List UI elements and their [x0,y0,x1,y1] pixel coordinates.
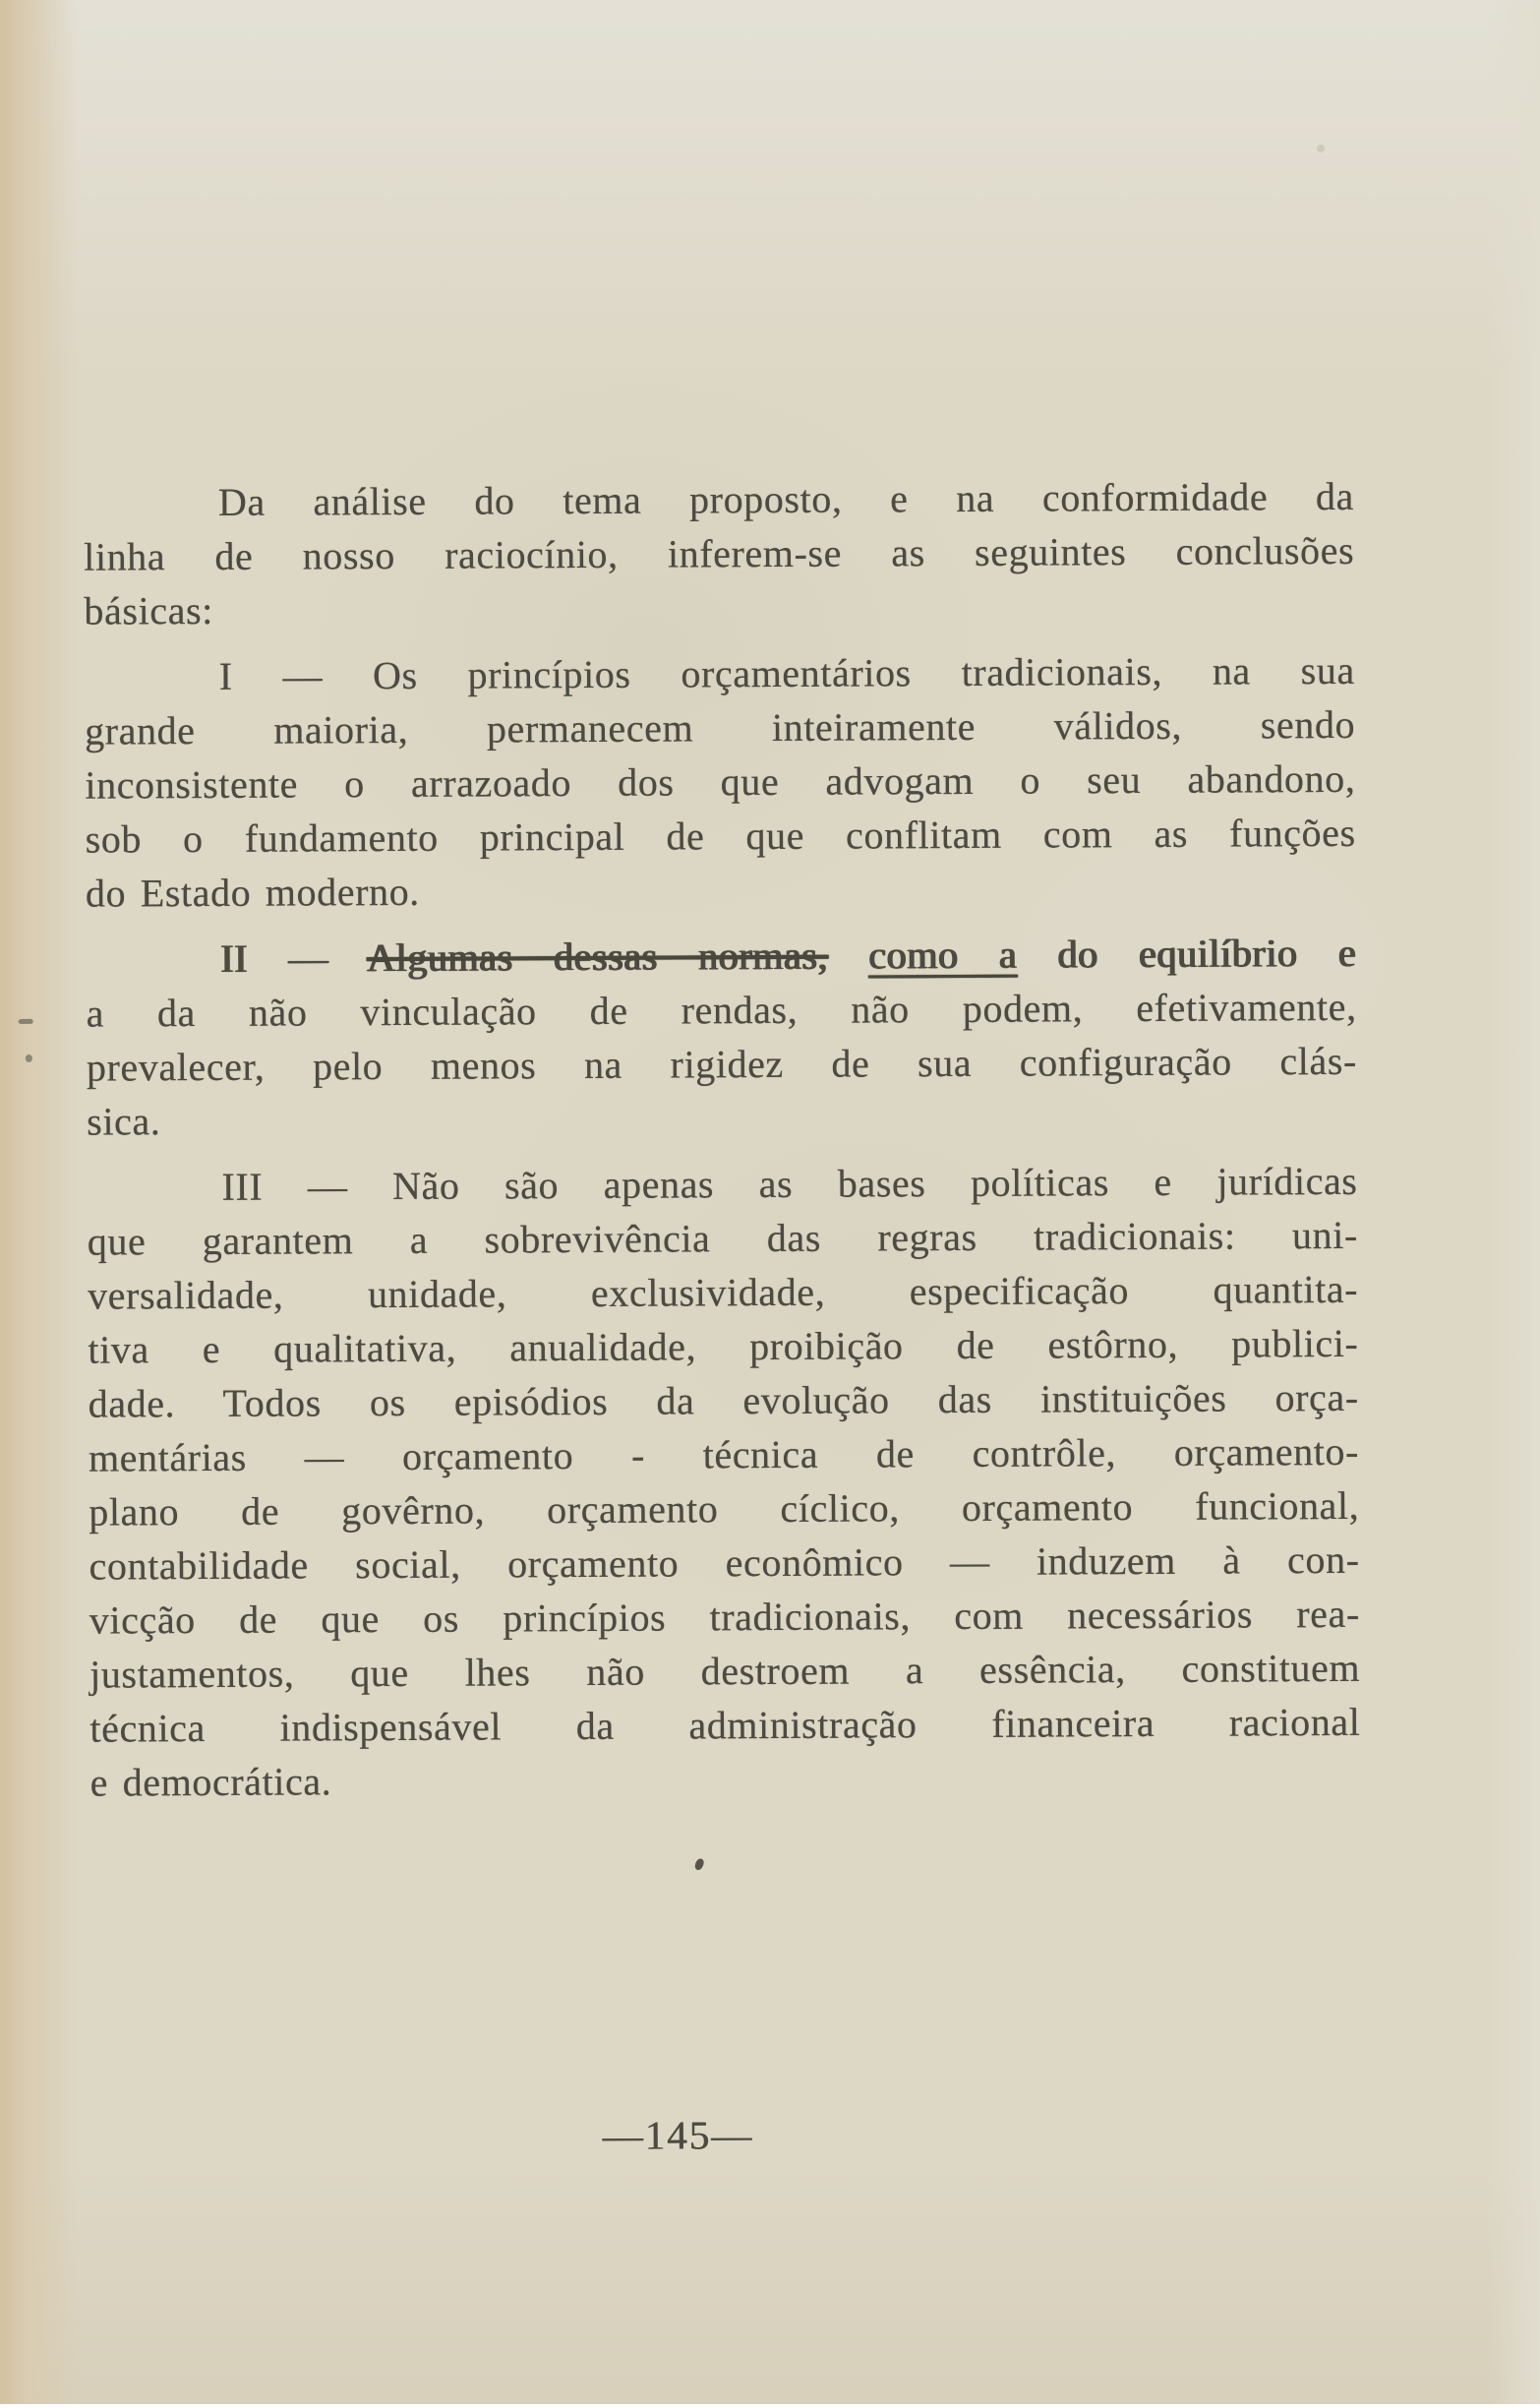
text-segment: do equilíbrio e [1017,930,1357,977]
text-line: justamentos, que lhes não destroem a essência, constituem [89,1645,1361,1697]
text-line: Da análise do tema proposto, e na conformidade da [217,473,1355,524]
text-line: técnica indispensável da administração financeira racional [89,1699,1361,1751]
paragraph [85,643,1356,921]
ink-speck [694,1857,705,1871]
text-line: dade. Todos os episódios da evolução das instituições orça- [88,1374,1359,1426]
text-line [86,926,1356,987]
paragraph [86,926,1357,1149]
text-line: básicas: [84,587,214,633]
text-line: plano de govêrno, orçamento cíclico, orçamento funcional, [89,1482,1360,1535]
text-line: III — Não são apenas as bases políticas e jurídicas [221,1158,1358,1209]
page-number: —145— [602,2112,754,2158]
text-line: do Estado moderno. [85,869,420,916]
text-line: linha de nosso raciocínio, inferem-se as seguintes conclusões [84,527,1355,579]
faint-paper-speck [1317,145,1325,152]
text-line: prevalecer, pelo menos na rigidez de sua configuração clás- [86,1038,1358,1090]
text-line: sica. [87,1099,161,1144]
text-line: grande maioria, permanecem inteiramente válidos, sendo [85,701,1356,753]
strike-text: Algumas dessas normas, [367,933,829,981]
text-line: tiva e qualitativa, anualidade, proibição de estôrno, publici- [88,1320,1359,1372]
text-line: que garantem a sobrevivência das regras tradicionais: uni- [87,1212,1358,1264]
text-line: contabilidade social, orçamento econômico — induzem à con- [89,1536,1360,1589]
text-line: sob o fundamento principal de que conflitam com as funções [85,810,1356,862]
paragraph [87,1154,1360,1810]
underline-text: como a [868,932,1018,978]
text-line: inconsistente o arrazoado dos que advogam o seu abandono, [85,755,1356,808]
text-segment: II — [220,935,368,981]
text-line: e democrática. [89,1759,332,1805]
text-line: versalidade, unidade, exclusividade, especificação quantita- [88,1266,1359,1318]
text-line: a da não vinculação de rendas, não podem, efetivamente, [86,984,1357,1036]
text-line: mentárias — orçamento - técnica de contrôle, orçamento- [88,1428,1360,1480]
margin-dash-mark [19,1019,33,1024]
text-line: vicção de que os princípios tradicionais, com necessários rea- [89,1591,1360,1643]
margin-dot-mark [26,1054,32,1062]
text-block [84,469,1361,1822]
paragraph [84,469,1355,638]
text-segment [828,933,869,977]
text-line: I — Os princípios orçamentários tradicionais, na sua [218,647,1355,698]
